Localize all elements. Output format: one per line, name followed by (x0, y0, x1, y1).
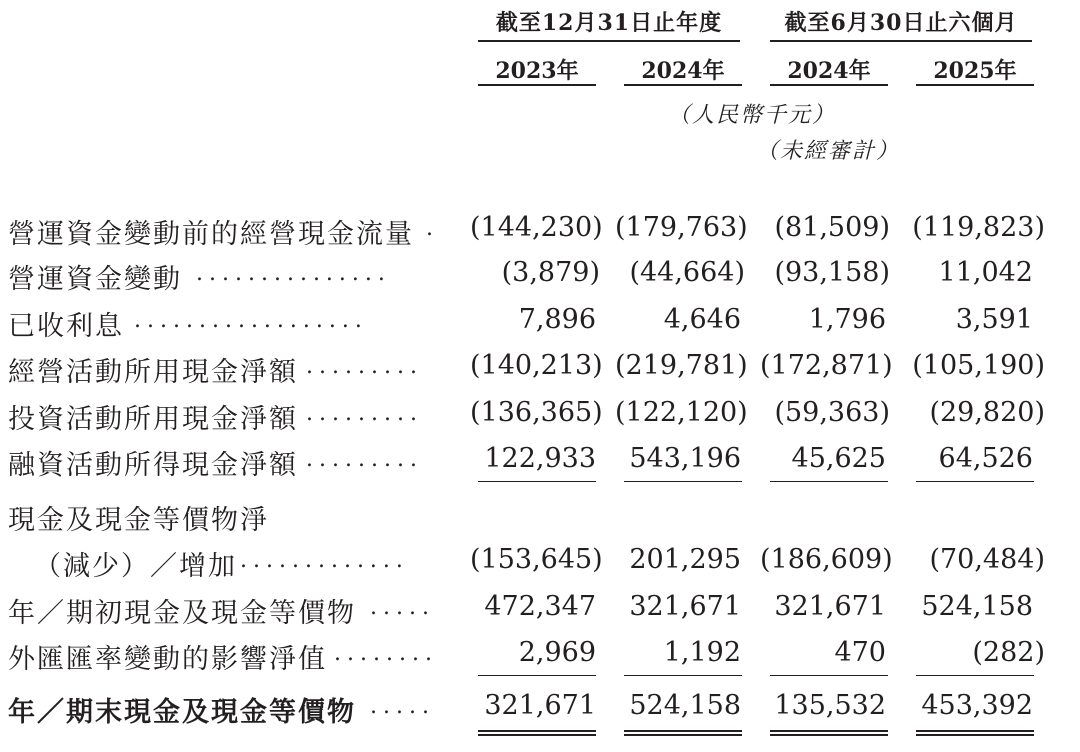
value-2025-h1: (70,484) (929, 544, 1045, 575)
row-label: 營運資金變動前的經營現金流量 (8, 219, 414, 250)
leader-dots: ......... (306, 354, 423, 379)
table-row (0, 591, 1080, 631)
table-row (0, 637, 1080, 677)
value-2024: 543,196 (629, 443, 741, 474)
value-2024-h1: 321,671 (774, 591, 886, 622)
unaudited-label: （未經審計） (756, 139, 901, 164)
value-2023: 122,933 (484, 443, 596, 474)
value-2024: (122,120) (615, 397, 748, 428)
value-2024-h1: (59,363) (774, 397, 890, 428)
header-rule-right (770, 40, 1032, 42)
value-2024: (219,781) (615, 350, 748, 381)
leader-dots: ..... (370, 595, 435, 620)
value-2024: 524,158 (629, 690, 741, 721)
row-label: （減少）／增加 (34, 551, 237, 582)
value-2023: 2,969 (518, 637, 596, 668)
table-row (0, 397, 1080, 437)
value-2024: (44,664) (629, 257, 745, 288)
leader-dots: ..... (370, 694, 435, 719)
row-label: 已收利息 (8, 311, 124, 342)
value-2025-h1: (282) (972, 637, 1045, 668)
row-label: 投資活動所用現金淨額 (8, 404, 298, 435)
value-2023: 472,347 (484, 591, 596, 622)
value-2025-h1: 453,392 (921, 690, 1033, 721)
table-row (0, 544, 1080, 584)
table-row-total (0, 690, 1080, 730)
value-2024: 201,295 (629, 544, 741, 575)
header-rule-left (478, 40, 740, 42)
value-2023: (153,645) (470, 544, 603, 575)
subtotal-rule-col4 (916, 481, 1034, 482)
value-2023: (136,365) (470, 397, 603, 428)
value-2024-h1: 135,532 (774, 690, 886, 721)
value-2025-h1: (29,820) (929, 397, 1045, 428)
value-2024-h1: 1,796 (808, 304, 886, 335)
value-2025-h1: 3,591 (955, 304, 1033, 335)
value-2024-h1: 45,625 (791, 443, 886, 474)
leader-dots: ........ (334, 641, 438, 666)
value-2024: (179,763) (615, 212, 748, 243)
year-rule-col3 (770, 84, 888, 86)
total-rule-col4 (916, 675, 1034, 676)
subtotal-rule-col3 (770, 481, 888, 482)
value-2023: 7,896 (518, 304, 596, 335)
value-2025-h1: (119,823) (912, 212, 1045, 243)
value-2024-h1: (93,158) (774, 257, 890, 288)
total-rule-col2 (624, 675, 742, 676)
double-rule-col3 (770, 730, 888, 736)
value-2025-h1: (105,190) (912, 350, 1045, 381)
year-rule-col4 (916, 84, 1034, 86)
table-row (0, 257, 1080, 297)
value-2024-h1: (81,509) (774, 212, 890, 243)
subtotal-rule-col1 (478, 481, 596, 482)
table-row (0, 212, 1080, 252)
leader-dots: .................. (134, 308, 368, 333)
table-row (0, 443, 1080, 483)
year-rule-col1 (478, 84, 596, 86)
value-2023: (3,879) (501, 257, 600, 288)
year-header-col3: 2024年 (787, 58, 871, 84)
table-row (0, 304, 1080, 344)
leader-dots: ............... (196, 261, 391, 286)
value-2025-h1: 524,158 (921, 591, 1033, 622)
header-group-year-ended: 截至12月31日止年度 (495, 10, 723, 36)
year-header-col2: 2024年 (641, 58, 725, 84)
subtotal-rule-col2 (624, 481, 742, 482)
year-header-col1: 2023年 (495, 58, 579, 84)
row-label: 經營活動所用現金淨額 (8, 357, 298, 388)
value-2023: (140,213) (470, 350, 603, 381)
value-2023: (144,230) (470, 212, 603, 243)
unit-label: （人民幣千元） (668, 103, 837, 128)
leader-dots: ............. (240, 548, 409, 573)
year-rule-col2 (624, 84, 742, 86)
year-header-col4: 2025年 (933, 58, 1017, 84)
value-2024: 321,671 (629, 591, 741, 622)
table-row (0, 498, 1080, 538)
row-label: 現金及現金等價物淨 (8, 505, 269, 536)
row-label: 外匯匯率變動的影響淨值 (8, 644, 327, 675)
leader-dots: ......... (306, 447, 423, 472)
double-rule-col4 (916, 730, 1034, 736)
value-2023: 321,671 (484, 690, 596, 721)
row-label: 年／期初現金及現金等價物 (8, 598, 356, 629)
double-rule-col2 (624, 730, 742, 736)
table-row (0, 350, 1080, 390)
double-rule-col1 (478, 730, 596, 736)
total-rule-col3 (770, 675, 888, 676)
value-2024: 1,192 (663, 637, 741, 668)
header-group-six-months: 截至6月30日止六個月 (784, 10, 1018, 36)
leader-dots: ......... (306, 401, 423, 426)
value-2024-h1: 470 (834, 637, 886, 668)
value-2024-h1: (186,609) (760, 544, 893, 575)
leader-dots: . (426, 216, 439, 241)
value-2025-h1: 64,526 (938, 443, 1033, 474)
row-label: 融資活動所得現金淨額 (8, 450, 298, 481)
value-2025-h1: 11,042 (938, 257, 1033, 288)
row-label: 年／期末現金及現金等價物 (8, 697, 356, 728)
value-2024-h1: (172,871) (760, 350, 893, 381)
total-rule-col1 (478, 675, 596, 676)
value-2024: 4,646 (663, 304, 741, 335)
row-label: 營運資金變動 (8, 264, 182, 295)
